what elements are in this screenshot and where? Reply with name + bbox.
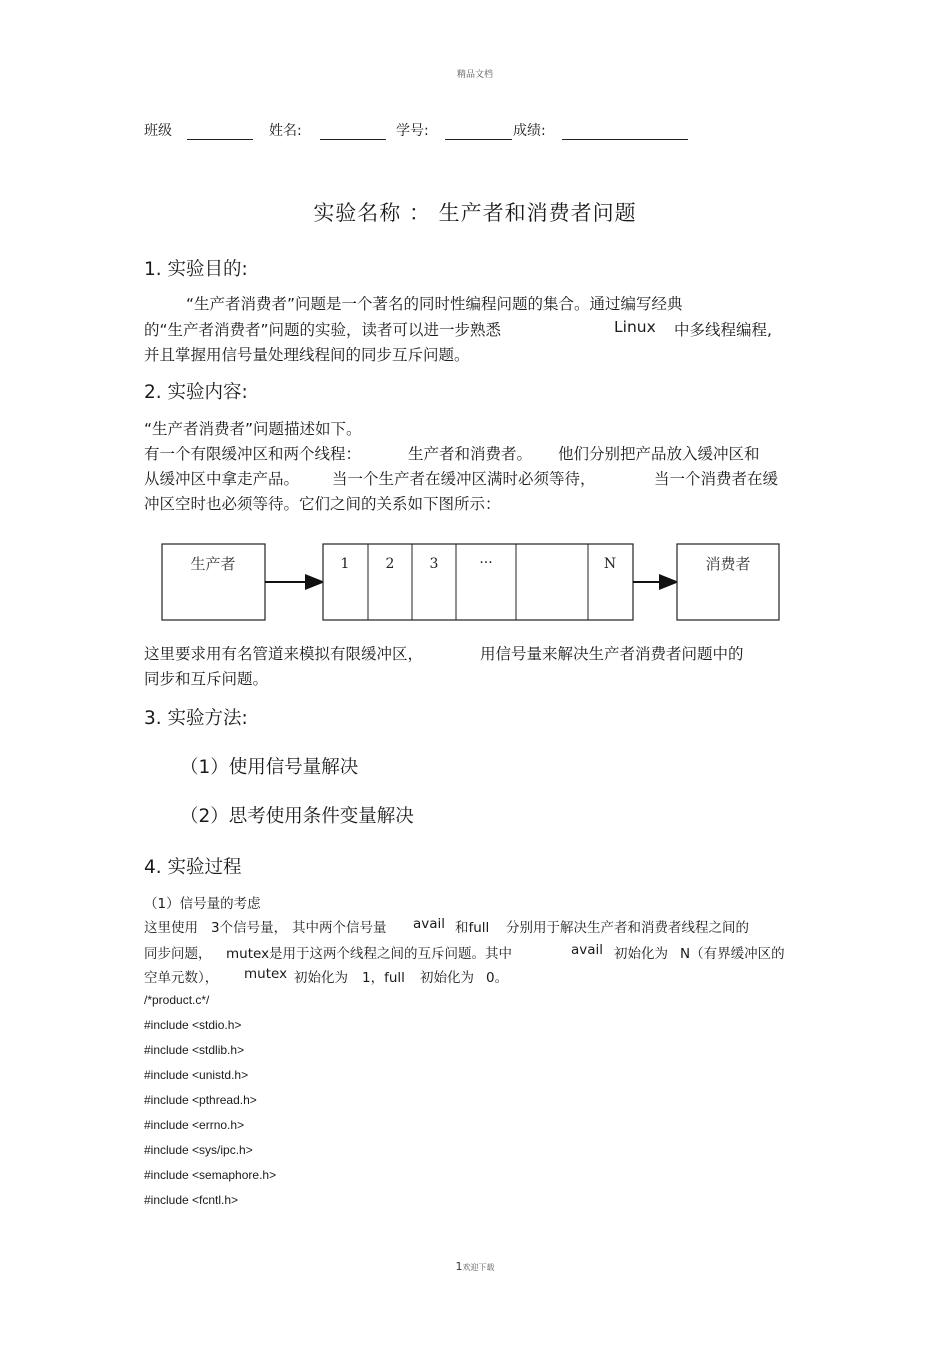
code-line: #include <sys/ipc.h> [144,1143,253,1157]
section4-desc: 初始化为 [614,946,668,962]
name-label: 姓名: [269,123,302,139]
producer-label: 生产者 [190,555,236,573]
section2-line3c: 当一个消费者在缓 [654,470,779,488]
section4-desc: 其中两个信号量 [292,920,387,936]
buffer-box [323,544,633,620]
section3-item2: （2）思考使用条件变量解决 [180,806,414,827]
footer-download-text: 欢迎下载 [462,1263,495,1272]
section4-desc: avail [413,916,446,932]
code-line: #include <pthread.h> [144,1093,257,1107]
buffer-cell-1: 1 [340,556,350,572]
section2-line2a: 有一个有限缓冲区和两个线程： [144,445,362,463]
page-title: 实验名称 ： 生产者和消费者问题 [313,201,637,225]
consumer-label: 消费者 [705,555,751,573]
buffer-cell-2: 2 [385,556,395,572]
section1-line1: “生产者消费者”问题是一个著名的同时性编程问题的集合。通过编写经典 [186,295,683,313]
section1-line3: 并且掌握用信号量处理线程间的同步互斥问题。 [144,346,470,364]
header-watermark: 精品文档 [456,70,493,80]
score-label: 成绩: [513,123,546,139]
section2-line2b: 生产者和消费者。 [408,445,533,463]
section4-desc: 初始化为 [294,970,348,986]
section1-heading: 1. 实验目的: [144,259,248,280]
section4-subheading: （1）信号量的考虑 [144,896,261,912]
code-line: /*product.c*/ [144,993,210,1007]
section4-desc: 这里使用 [144,920,198,936]
code-line: #include <errno.h> [144,1118,245,1132]
section4-desc: 同步问题， [144,946,212,962]
section4-desc: 和full [455,920,490,936]
buffer-cell-n: N [603,556,617,572]
section2-line1: “生产者消费者”问题描述如下。 [144,420,362,438]
section4-desc: 3个信号量， [211,920,288,936]
section3-item1: （1）使用信号量解决 [180,757,359,778]
buffer-cell-ellipsis: ··· [479,555,493,571]
code-line: #include <stdio.h> [144,1018,242,1032]
section1-line2b: Linux [614,318,656,336]
section4-desc: 空单元数）， [144,970,219,986]
producer-consumer-diagram [0,0,950,640]
code-line: #include <stdlib.h> [144,1043,245,1057]
code-line: #include <semaphore.h> [144,1168,277,1182]
class-label: 班级 [144,123,172,139]
student-id-label: 学号: [396,123,429,139]
section2-line3a: 从缓冲区中拿走产品。 [144,470,300,488]
section2-after-line2: 同步和互斥问题。 [144,670,269,688]
section4-heading: 4. 实验过程 [144,857,242,878]
section2-line4: 冲区空时也必须等待。它们之间的关系如下图所示： [144,495,501,513]
section4-desc: N（有界缓冲区的 [680,946,785,962]
buffer-cell-3: 3 [429,556,439,572]
code-line: #include <fcntl.h> [144,1193,239,1207]
section2-after-line1b: 用信号量来解决生产者消费者问题中的 [480,645,744,663]
page-number: 1 [455,1260,463,1273]
section2-heading: 2. 实验内容: [144,382,248,403]
section2-after-line1a: 这里要求用有名管道来模拟有限缓冲区， [144,645,424,663]
section4-desc: 0。 [486,970,509,986]
section4-desc: mutex是用于这两个线程之间的互斥问题。其中 [226,946,513,962]
section3-heading: 3. 实验方法: [144,708,248,729]
page-footer [0,1260,950,1273]
section4-desc: 分别用于解决生产者和消费者线程之间的 [506,920,749,936]
section1-line2c: 中多线程编程, [674,321,772,339]
section1-line2a: 的“生产者消费者”问题的实验，读者可以进一步熟悉 [144,321,502,339]
code-line: #include <unistd.h> [144,1068,249,1082]
section2-line2c: 他们分别把产品放入缓冲区和 [558,445,760,463]
section4-desc: mutex [244,966,288,982]
section4-desc: 1，full [362,970,405,986]
section4-desc: 初始化为 [420,970,474,986]
section4-desc: avail [571,942,604,958]
section2-line3b: 当一个生产者在缓冲区满时必须等待， [332,470,596,488]
